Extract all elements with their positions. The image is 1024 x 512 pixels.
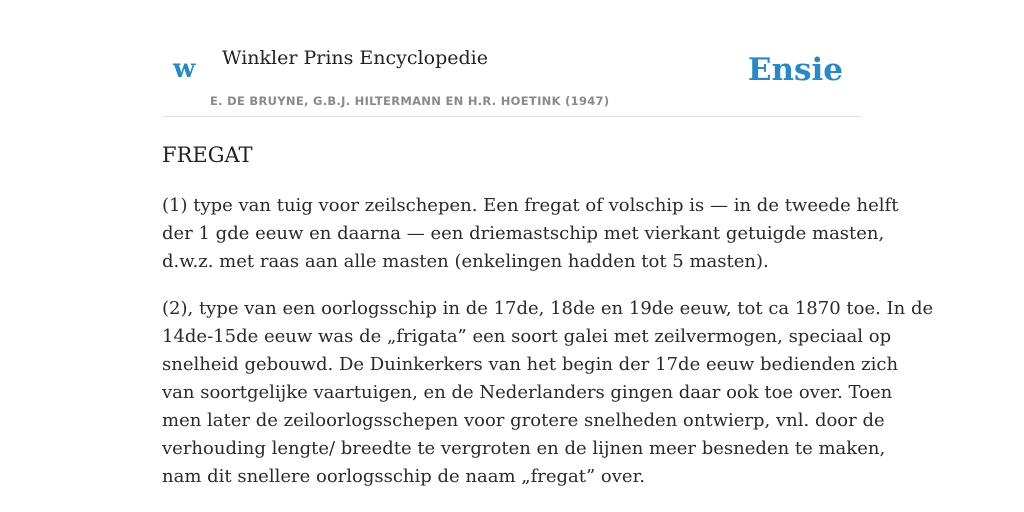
book-authors: E. DE BRUYNE, G.B.J. HILTERMANN EN H.R. HOETINK (1947) <box>210 94 610 108</box>
paragraph-line: 14de-15de eeuw was de „frigata” een soort galei met zeilvermogen, speciaal op <box>162 326 892 347</box>
book-title[interactable]: Winkler Prins Encyclopedie <box>222 47 488 69</box>
paragraph-line: men later de zeiloorlogsschepen voor grotere snelheden ontwierp, vnl. door de <box>162 410 885 431</box>
ensie-logo[interactable]: Ensie <box>747 52 843 88</box>
paragraph-line: nam dit snellere oorlogsschip de naam „fregat” over. <box>162 466 645 487</box>
entry-title: FREGAT <box>162 143 253 167</box>
winkler-prins-logo[interactable]: w <box>173 54 196 84</box>
paragraph-line: van soortgelijke vaartuigen, en de Nederlanders gingen daar ook toe over. Toen <box>162 382 893 403</box>
paragraph-line: d.w.z. met raas aan alle masten (enkelingen hadden tot 5 masten). <box>162 251 769 272</box>
paragraph-line: der 1 gde eeuw en daarna — een driemastschip met vierkant getuigde masten, <box>162 223 885 244</box>
entry-paragraph-2 <box>162 295 934 491</box>
site-header <box>162 0 862 117</box>
paragraph-line: verhouding lengte/ breedte te vergroten en de lijnen meer besneden te maken, <box>162 438 886 459</box>
paragraph-line: (2), type van een oorlogsschip in de 17de, 18de en 19de eeuw, tot ca 1870 toe. In de <box>162 298 934 319</box>
entry-paragraph-1 <box>162 192 899 276</box>
entry-content <box>162 192 934 510</box>
paragraph-line: snelheid gebouwd. De Duinkerkers van het begin der 17de eeuw bedienden zich <box>162 354 899 375</box>
paragraph-line: (1) type van tuig voor zeilschepen. Een fregat of volschip is — in de tweede helft <box>162 195 899 216</box>
